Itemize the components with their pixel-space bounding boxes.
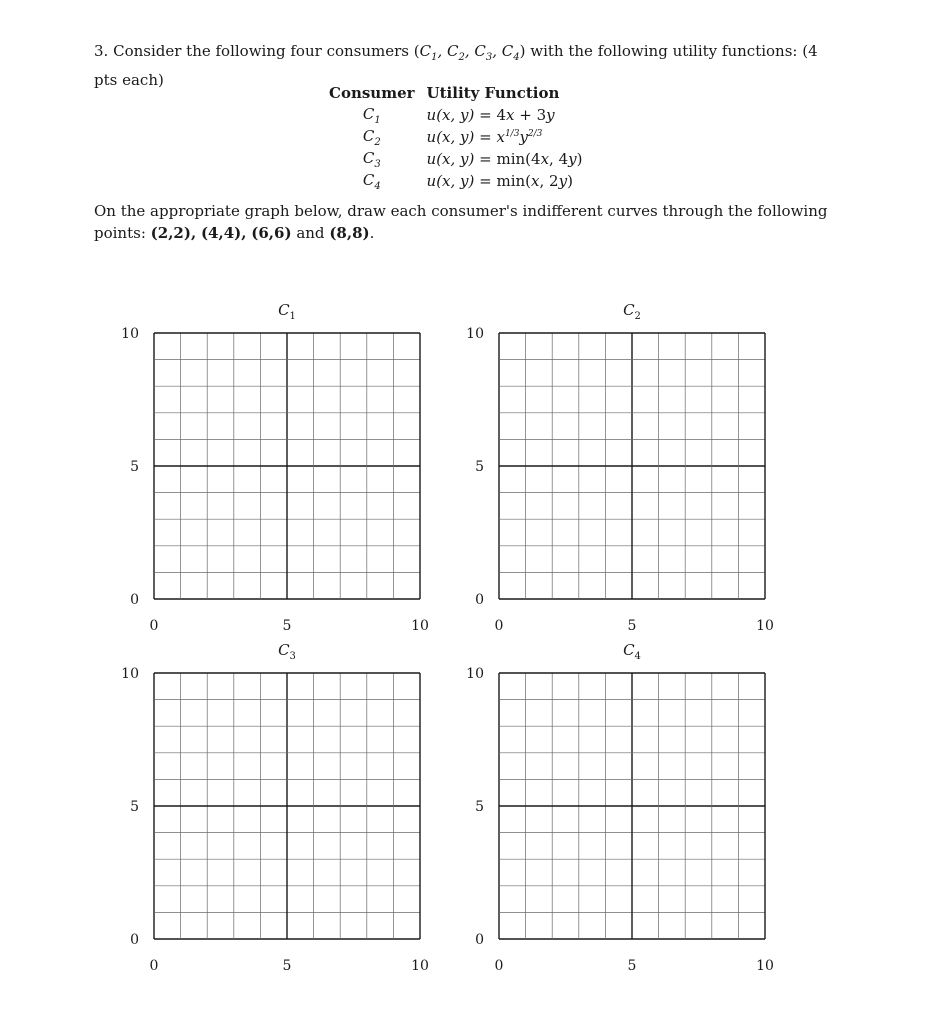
utility-cell: u(x, $y) = x^{1/3}y^{2/3}$ bbox=[426, 128, 543, 146]
x-tick-label: 5 bbox=[627, 958, 637, 974]
header-utility-function: Utility Function bbox=[426, 84, 560, 102]
graph-c3 bbox=[121, 641, 429, 974]
y-tick-label: 10 bbox=[466, 326, 484, 342]
y-tick-label: 5 bbox=[130, 799, 139, 815]
graph-title: $C_2$ bbox=[623, 301, 641, 322]
y-tick-label: 0 bbox=[475, 932, 484, 948]
y-tick-label: 10 bbox=[466, 666, 484, 682]
point-2: (4,4), bbox=[200, 224, 247, 242]
problem-number: 3. bbox=[94, 42, 109, 60]
x-tick-label: 0 bbox=[494, 618, 504, 634]
instruction-text: On the appropriate graph below, draw each consumer's indifferent curves through the following points: bbox=[94, 202, 828, 242]
graph-c4 bbox=[466, 641, 774, 974]
y-tick-label: 0 bbox=[130, 592, 139, 608]
consumer-cell: $C_1$ bbox=[362, 104, 381, 126]
x-tick-label: 10 bbox=[411, 958, 429, 974]
instruction-end: . bbox=[369, 224, 375, 242]
graph-c1 bbox=[121, 301, 429, 634]
consumer-list: $C_1$, $C_2$, $C_3$, $C_4$ bbox=[419, 42, 520, 63]
consumer-cell: $C_3$ bbox=[362, 148, 381, 170]
x-tick-label: 0 bbox=[149, 618, 159, 634]
y-tick-label: 10 bbox=[121, 666, 139, 682]
point-1: (2,2), bbox=[150, 224, 197, 242]
consumer-cell: $C_2$ bbox=[362, 126, 381, 148]
graph-title: $C_4$ bbox=[623, 641, 641, 662]
graph-title: $C_3$ bbox=[278, 641, 296, 662]
y-tick-label: 10 bbox=[121, 326, 139, 342]
x-tick-label: 10 bbox=[411, 618, 429, 634]
utility-cell: u(x, y) = min(x, 2y) bbox=[426, 172, 573, 190]
y-tick-label: 5 bbox=[475, 799, 484, 815]
x-tick-label: 0 bbox=[149, 958, 159, 974]
y-tick-label: 5 bbox=[130, 459, 139, 475]
problem-text-after: ) with the following utility functions: (4 pts each) bbox=[94, 42, 818, 89]
x-tick-label: 5 bbox=[627, 618, 637, 634]
x-tick-label: 10 bbox=[756, 958, 774, 974]
graph-c2 bbox=[466, 301, 774, 634]
graph-title: $C_1$ bbox=[278, 301, 296, 322]
consumer-cell: $C_4$ bbox=[362, 170, 381, 192]
y-tick-label: 5 bbox=[475, 459, 484, 475]
utility-cell: u(x, y) = min(4x, 4y) bbox=[426, 150, 583, 168]
x-tick-label: 10 bbox=[756, 618, 774, 634]
utility-cell: u(x, y) = 4x + 3y bbox=[426, 106, 555, 124]
problem-text-before: Consider the following four consumers ( bbox=[113, 42, 420, 60]
instruction-joiner: and bbox=[296, 224, 325, 242]
y-tick-label: 0 bbox=[475, 592, 484, 608]
point-3: (6,6) bbox=[251, 224, 292, 242]
x-tick-label: 0 bbox=[494, 958, 504, 974]
y-tick-label: 0 bbox=[130, 932, 139, 948]
x-tick-label: 5 bbox=[282, 618, 292, 634]
point-4: (8,8) bbox=[329, 224, 370, 242]
x-tick-label: 5 bbox=[282, 958, 292, 974]
header-consumer: Consumer bbox=[329, 84, 415, 102]
